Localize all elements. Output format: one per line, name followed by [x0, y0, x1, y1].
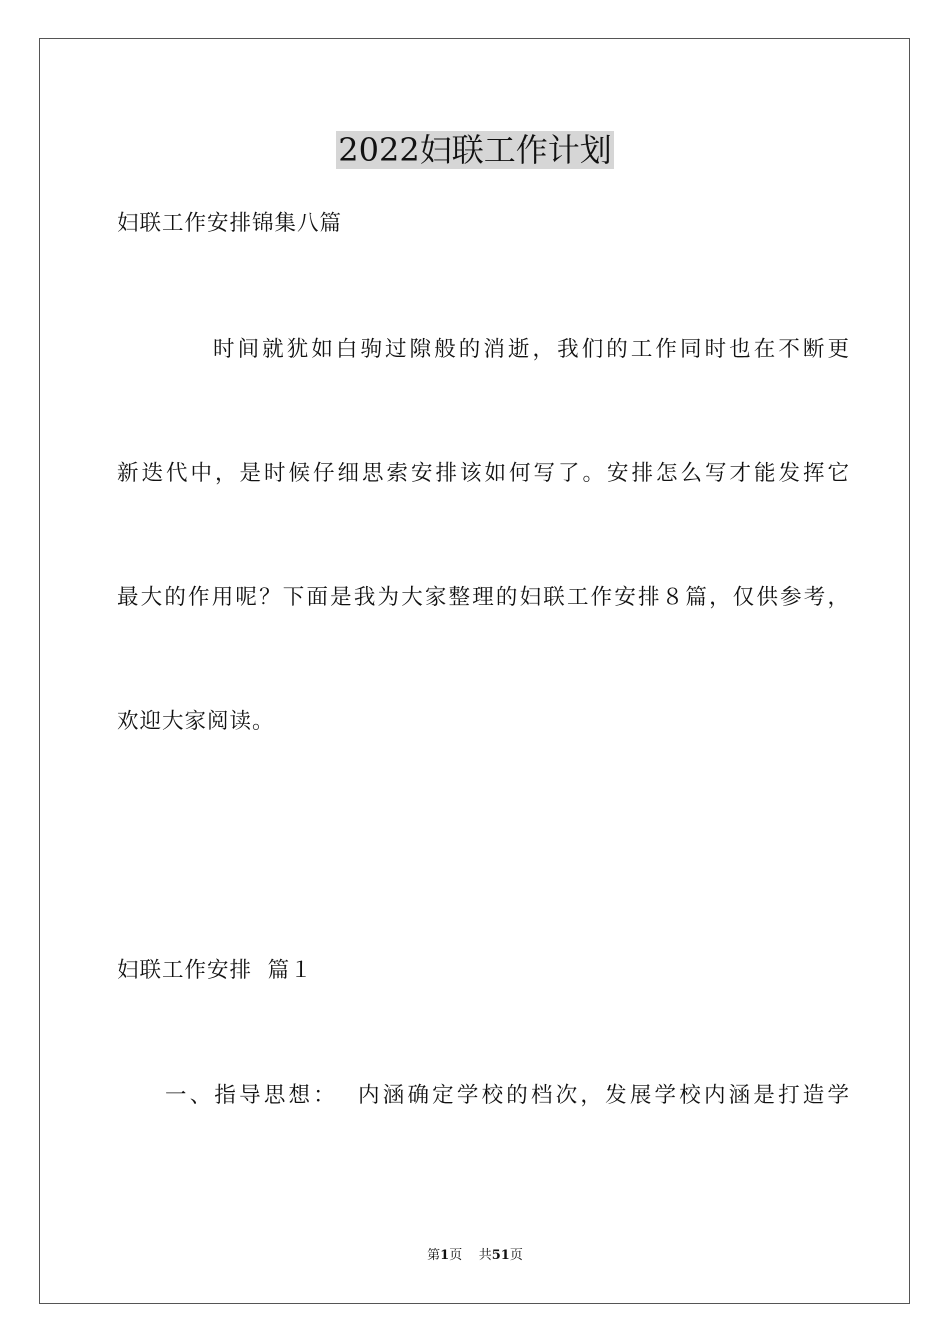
section-first-line: 一、指导思想： 内涵确定学校的档次，发展学校内涵是打造学	[165, 1083, 849, 1108]
intro-line-3: 最大的作用呢？下面是我为大家整理的妇联工作安排８篇，仅供参考，	[117, 585, 849, 610]
footer-suffix: 页	[509, 1248, 523, 1263]
page-footer	[0, 1247, 950, 1265]
intro-line-4: 欢迎大家阅读。	[117, 709, 275, 734]
section-heading: 妇联工作安排 篇１	[117, 958, 313, 983]
footer-mid: 页 共	[449, 1248, 492, 1263]
document-title	[0, 128, 950, 172]
footer-total-pages: 51	[491, 1248, 510, 1263]
footer-current-page: 1	[440, 1248, 450, 1263]
document-subtitle: 妇联工作安排锦集八篇	[117, 211, 343, 236]
document-title-text: 2022妇联工作计划	[338, 131, 612, 169]
intro-line-1: 时间就犹如白驹过隙般的消逝，我们的工作同时也在不断更	[213, 337, 849, 362]
intro-line-2: 新迭代中，是时候仔细思索安排该如何写了。安排怎么写才能发挥它	[117, 461, 849, 486]
footer-prefix: 第	[427, 1248, 441, 1263]
